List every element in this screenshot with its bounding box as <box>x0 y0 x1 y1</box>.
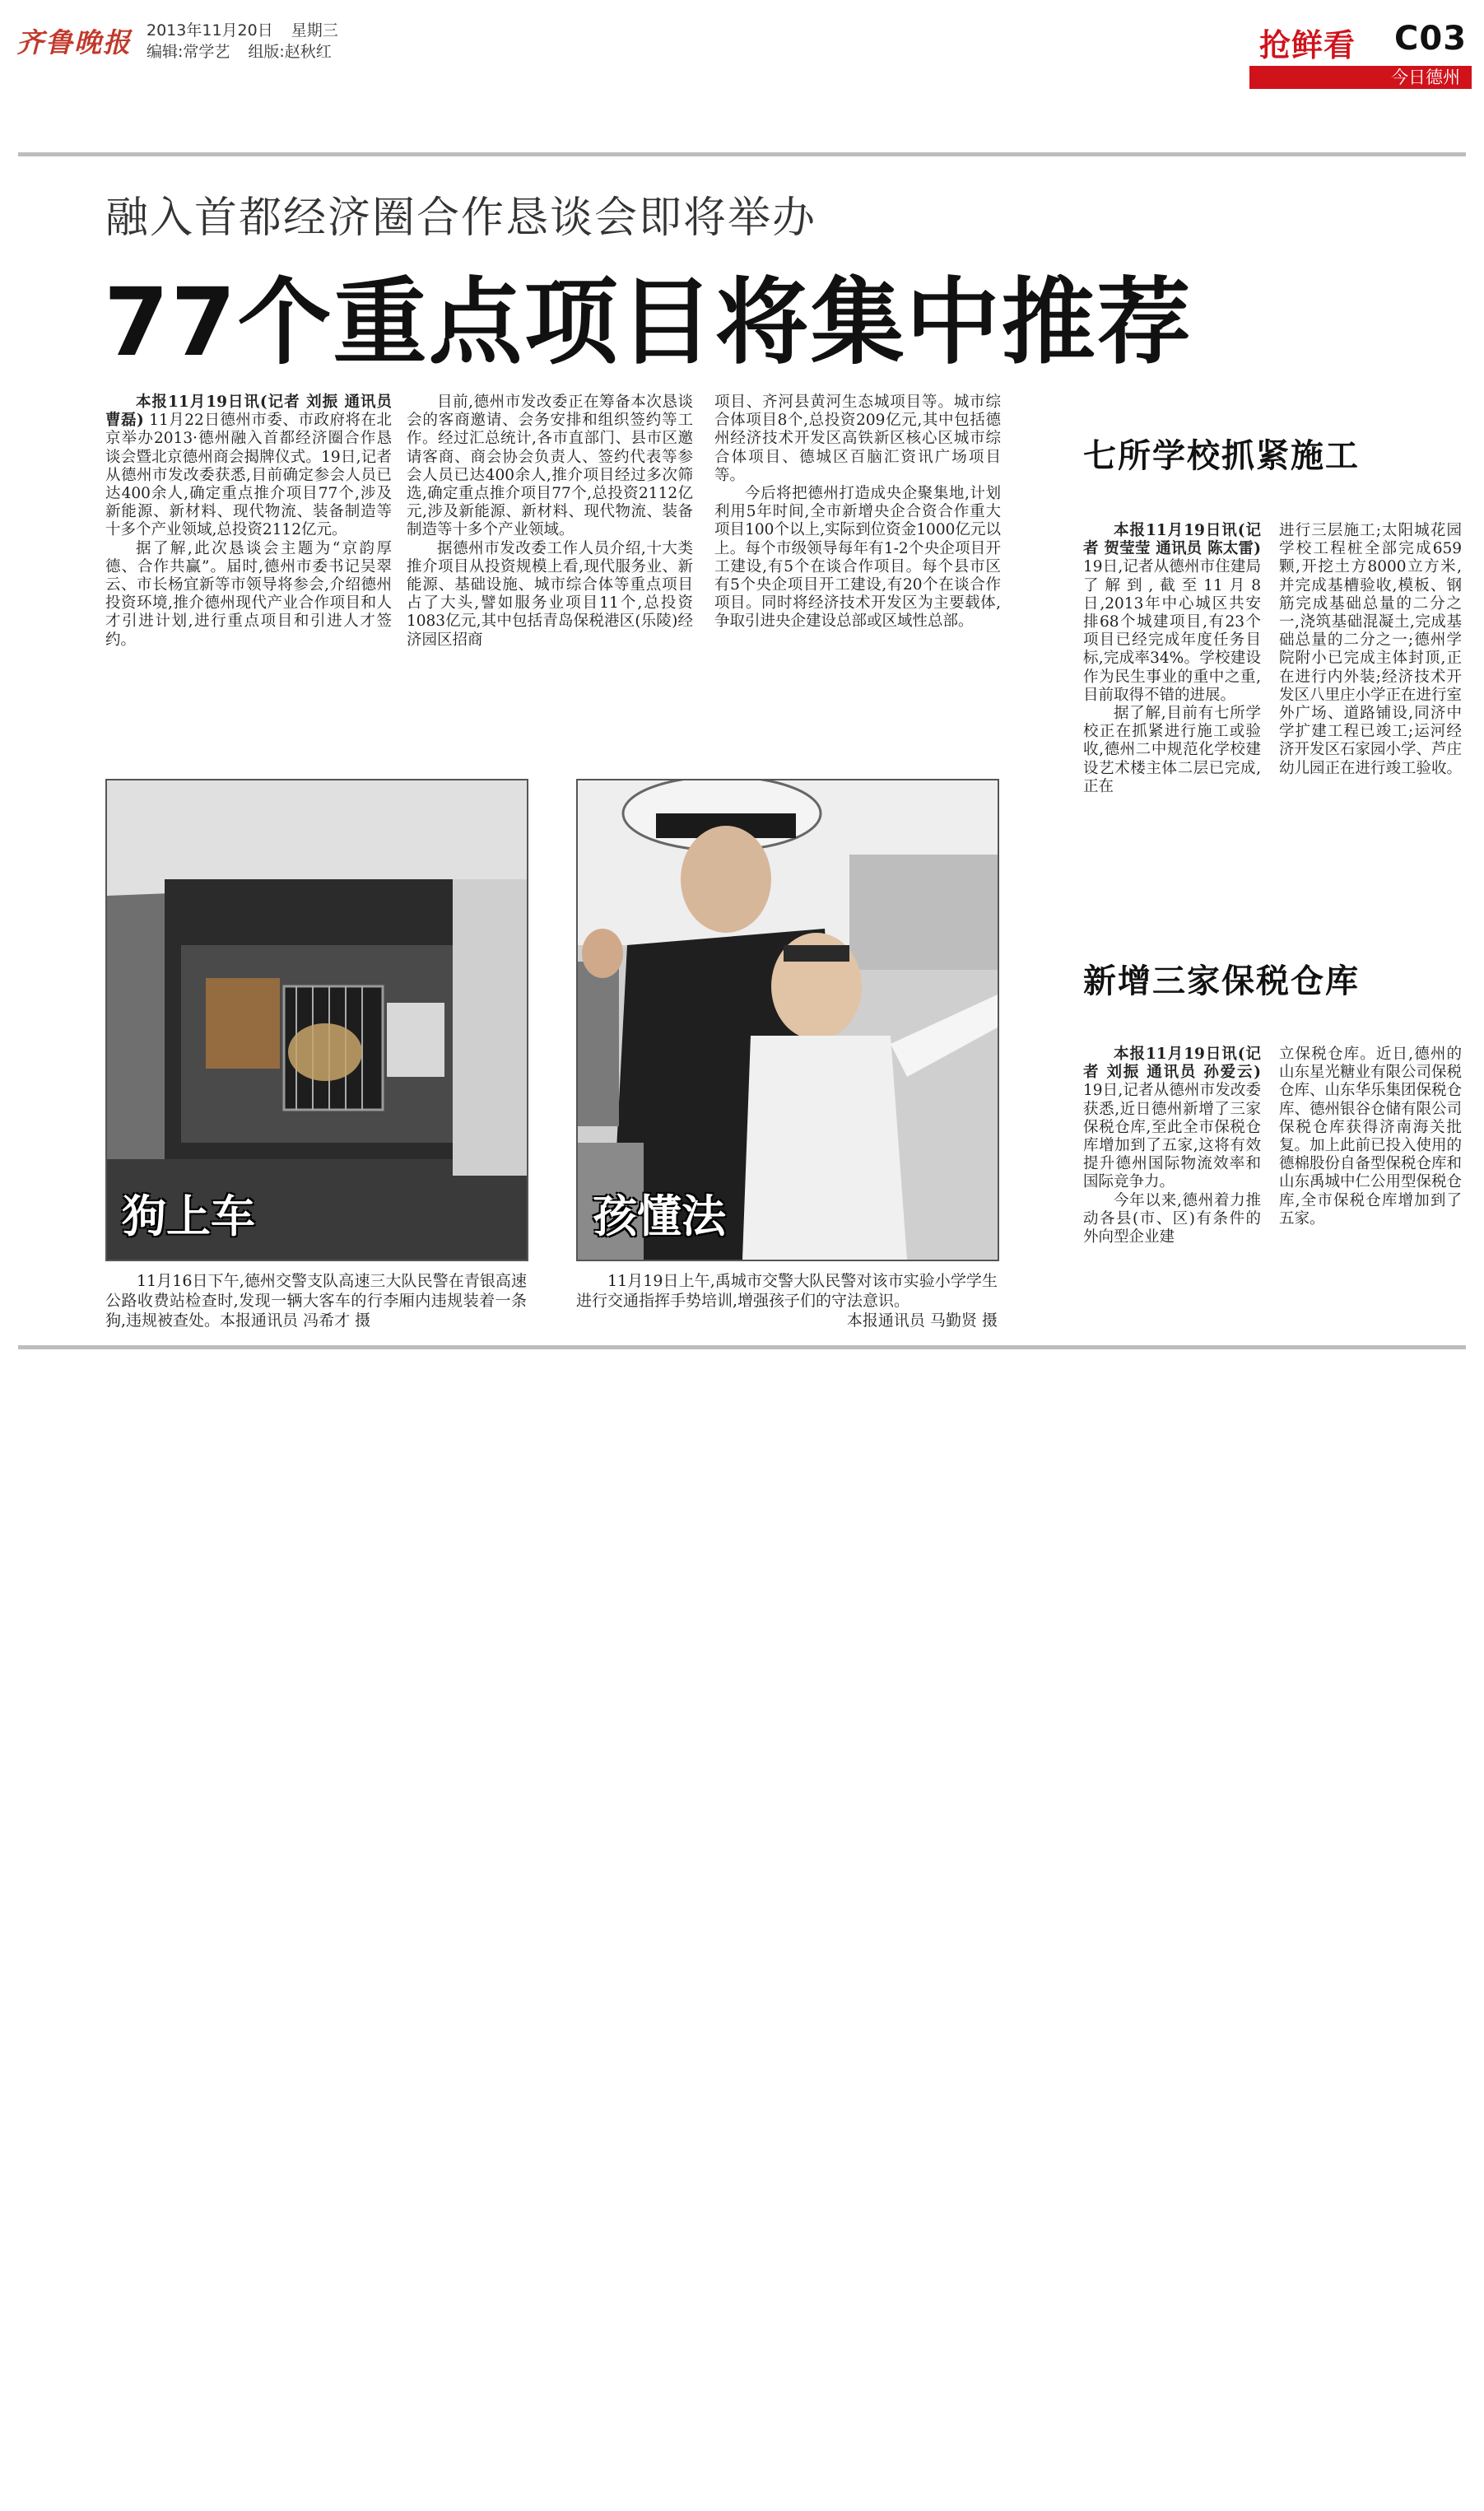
photo-kids-learn-law <box>576 779 999 1261</box>
main-article-column-1 <box>105 394 392 650</box>
article-paragraph: 19日,记者从德州市发改委获悉,近日德州新增了三家保税仓库,至此全市保税仓库增加到了五家,这将有效提升德州国际物流效率和国际竞争力。 <box>1083 1082 1261 1191</box>
photo-1-caption <box>105 1271 527 1330</box>
side-article-1-title: 七所学校抓紧施工 <box>1083 437 1360 475</box>
issue-weekday: 星期三 <box>291 21 338 40</box>
photo-credit: 本报通讯员 马勤贤 摄 <box>846 1311 998 1330</box>
article-dateline: 本报11月19日讯(记者 贺莹莹 通讯员 陈太雷) <box>1083 522 1261 558</box>
article-paragraph: 据了解,目前有七所学校正在抓紧进行施工或验收,德州二中规范化学校建设艺术楼主体二层已完成,正在 <box>1083 705 1261 795</box>
side-article-2-column-b <box>1279 1046 1462 1228</box>
article-kicker: 融入首都经济圈合作恳谈会即将举办 <box>105 193 817 243</box>
article-paragraph: 11月22日德州市委、市政府将在北京举办2013·德州融入首都经济圈合作恳谈会暨北京德州商会揭牌仪式。19日,记者从德州市发改委获悉,目前确定参会人员已达400余人,确定重点推介项目77个,涉及新能源、新材料、现代物流、装备制造等十多个产业领域,总投资2112亿元。 <box>105 412 392 539</box>
article-paragraph: 目前,德州市发改委正在筹备本次恳谈会的客商邀请、会务安排和组织签约等工作。经过汇总统计,各市直部门、县市区邀请客商、商会协会负责人、签约代表等参会人员已达400余人,推介项目经过多次筛选,确定重点推介项目77个,总投资2112亿元,涉及新能源、新材料、现代物流、装备制造等十多个产业领域。 <box>407 394 693 539</box>
article-dateline: 本报11月19日讯(记者 刘振 通讯员 曹磊) <box>105 394 392 430</box>
side-article-2-title: 新增三家保税仓库 <box>1083 962 1360 1000</box>
photo-2-caption <box>576 1271 998 1330</box>
top-divider <box>18 152 1466 156</box>
article-paragraph: 立保税仓库。近日,德州的山东星光糖业有限公司保税仓库、山东华乐集团保税仓库、德州银谷仓储有限公司保税仓库获得济南海关批复。加上此前已投入使用的德棉股份自备型保税仓库和山东禹城中仁公用型保税仓库,全市保税仓库增加到了五家。 <box>1279 1046 1463 1228</box>
article-dateline: 本报11月19日讯(记者 刘振 通讯员 孙爱云) <box>1083 1046 1261 1082</box>
main-article-column-3 <box>714 394 1001 631</box>
editor-line <box>147 40 350 62</box>
side-article-2-column-a <box>1083 1046 1261 1246</box>
caption-text: 11月19日上午,禹城市交警大队民警对该市实验小学学生进行交通指挥手势培训,增强孩子们的守法意识。 <box>576 1272 998 1310</box>
issue-date: 2013年11月20日 <box>147 21 273 40</box>
caption-text: 11月16日下午,德州交警支队高速三大队民警在青银高速公路收费站检查时,发现一辆大客车的行李厢内违规装着一条狗,违规被查处。本报通讯员 冯希才 摄 <box>105 1272 527 1330</box>
side-article-1-column-a <box>1083 522 1261 796</box>
article-paragraph: 今后将把德州打造成央企聚集地,计划利用5年时间,全市新增央企合资合作重大项目100个以上,实际到位资金1000亿元以上。每个市级领导每年有1-2个央企项目开工建设,有5个在谈合作项目。每个县市区有5个央企项目开工建设,有20个在谈合作项目。同时将经济技术开发区为主要载体,争取引进央企建设总部或区域性总部。 <box>714 485 1001 631</box>
page-number: C03 <box>1394 20 1468 58</box>
sub-section-bar: 今日德州 <box>1249 66 1472 89</box>
article-paragraph: 据了解,此次恳谈会主题为“京韵厚德、合作共赢”。届时,德州市委书记吴翠云、市长杨宜新等市领导将参会,介绍德州投资环境,推介德州现代产业合作项目和人才引进计划,进行重点项目和引进人才签约。 <box>105 539 392 649</box>
masthead-logo: 齐鲁晚报 <box>16 26 132 58</box>
photo-dog-on-bus <box>105 779 528 1261</box>
article-paragraph: 今年以来,德州着力推动各县(市、区)有条件的外向型企业建 <box>1083 1191 1261 1246</box>
article-paragraph: 据德州市发改委工作人员介绍,十大类推介项目从投资规模上看,现代服务业、新能源、基础设施、城市综合体等重点项目占了大头,譬如服务业项目11个,总投资1083亿元,其中包括青岛保税港区(乐陵)经济园区招商 <box>407 539 693 649</box>
photo-label: 孩懂法 <box>593 1190 726 1242</box>
layout-credit: 组版:赵秋红 <box>248 43 332 61</box>
editor-credit: 编辑:常学艺 <box>147 43 230 61</box>
section-name: 抢鲜看 <box>1259 27 1356 63</box>
issue-date-line <box>147 18 356 40</box>
article-paragraph: 进行三层施工;太阳城花园学校工程桩全部完成659颗,开挖土方8000立方米,并完成基槽验收,模板、钢筋完成基础总量的二分之一,浇筑基础混凝土,完成基础总量的二分之一;德州学院附小已完成主体封顶,正在进行内外装;经济技术开发区八里庄小学正在进行室外广场、道路铺设,同济中学扩建工程已竣工;运河经济开发区石家园小学、芦庄幼儿园正在进行竣工验收。 <box>1279 522 1463 777</box>
photo-label: 狗上车 <box>122 1190 255 1242</box>
article-paragraph: 19日,记者从德州市住建局了解到,截至11月8日,2013年中心城区共安排68个城建项目,有23个项目已经完成年度任务目标,完成率34%。学校建设作为民生事业的重中之重,目前取得不错的进展。 <box>1083 558 1261 704</box>
article-headline: 77个重点项目将集中推荐 <box>104 268 1193 377</box>
bottom-divider <box>18 1345 1466 1349</box>
side-article-1-column-b <box>1279 522 1462 778</box>
article-paragraph: 项目、齐河县黄河生态城项目等。城市综合体项目8个,总投资209亿元,其中包括德州经济技术开发区高铁新区核心区城市综合体项目、德城区百脑汇资讯广场项目等。 <box>714 394 1001 484</box>
main-article-column-2 <box>407 394 693 650</box>
